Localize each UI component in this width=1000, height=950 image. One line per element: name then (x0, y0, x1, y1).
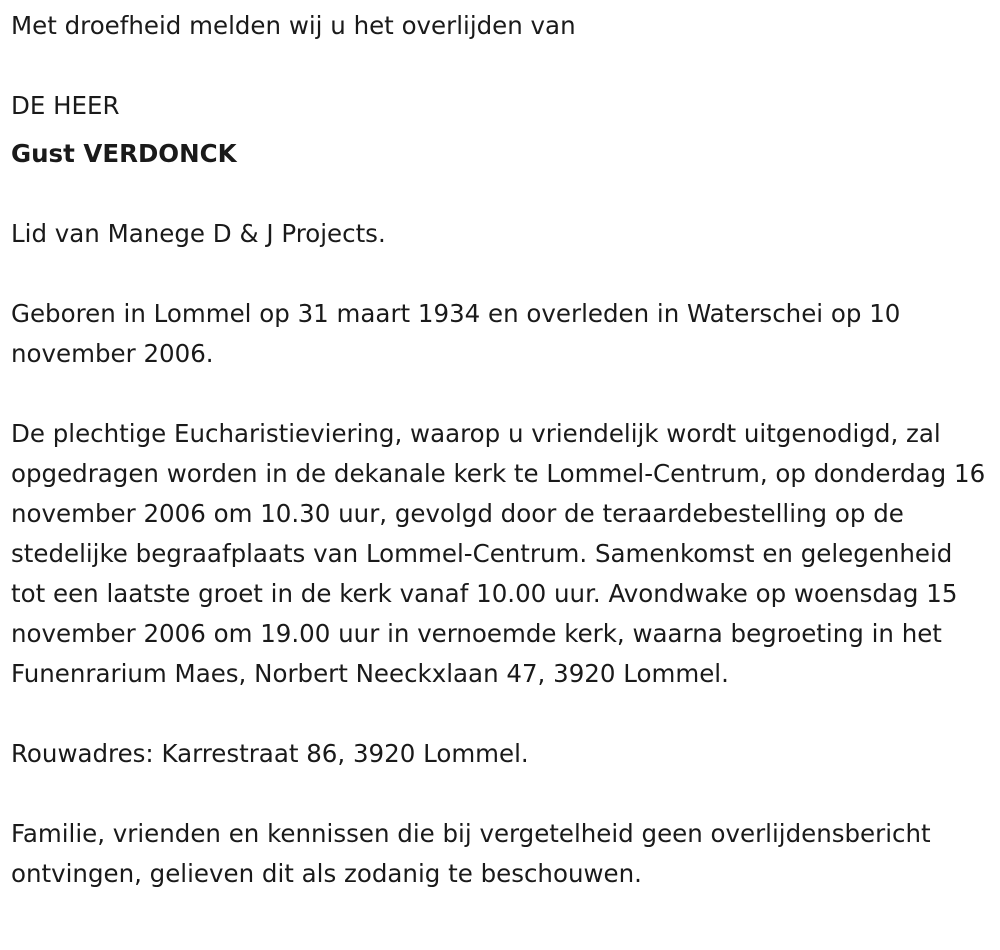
spacer (11, 126, 993, 134)
title-prefix: DE HEER (11, 91, 120, 120)
birth-death-text: Geboren in Lommel op 31 maart 1934 en overleden in Waterschei op 10 november 2006. (11, 299, 901, 368)
intro-text: Met droefheid melden wij u het overlijden van (11, 11, 576, 40)
closing-text: Familie, vrienden en kennissen die bij vergetelheid geen overlijdensbericht ontvingen, gelieven dit als zodanig te beschouwen. (11, 819, 931, 888)
spacer (11, 694, 993, 734)
spacer (11, 174, 993, 214)
mourning-address: Rouwadres: Karrestraat 86, 3920 Lommel. (11, 739, 529, 768)
spacer (11, 774, 993, 814)
membership-text: Lid van Manege D & J Projects. (11, 219, 386, 248)
ceremony-text: De plechtige Eucharistieviering, waarop u vriendelijk wordt uitgenodigd, zal opgedragen worden in de dekanale kerk te Lommel-Centrum, op donderdag 16 november 2006 om 10.30 uur, gevolgd door de teraardebestelling op de stedelijke begraafplaats van Lommel-Centrum. Samenkomst en gelegenheid tot een laatste groet in de kerk vanaf 10.00 uur. Avondwake op woensdag 15 november 2006 om 19.00 uur in vernoemde kerk, waarna begroeting in het Funenrarium Maes, Norbert Neeckxlaan 47, 3920 Lommel. (11, 419, 986, 688)
obituary-notice (11, 6, 993, 894)
spacer (11, 46, 993, 86)
spacer (11, 374, 993, 414)
deceased-name: Gust VERDONCK (11, 139, 237, 168)
spacer (11, 254, 993, 294)
